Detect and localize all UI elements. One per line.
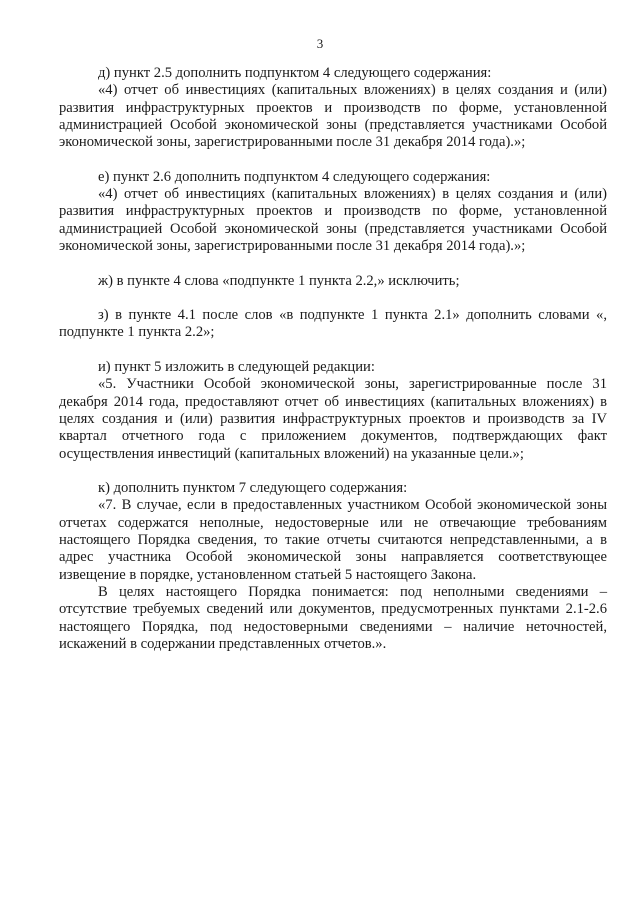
paragraph-e-quote: «4) отчет об инвестициях (капитальных вложениях) в целях создания и (или) развития инфраструктурных проектов и производств по форме, установленной администрацией Особой экономической зоны (представляется участниками Особой экономической зоны, зарегистрированными после 31 декабря 2014 года).»; [59, 186, 607, 254]
paragraph-d-quote: «4) отчет об инвестициях (капитальных вложениях) в целях создания и (или) развития инфраструктурных проектов и производств по форме, установленной администрацией Особой экономической зоны (представляется участниками Особой экономической зоны, зарегистрированными после 31 декабря 2014 года).»; [59, 82, 607, 151]
paragraph-i: и) пункт 5 изложить в следующей редакции: [98, 359, 375, 376]
paragraph-k: к) дополнить пунктом 7 следующего содержания: [98, 480, 408, 497]
paragraph-zh: ж) в пункте 4 слова «подпункте 1 пункта 2.2,» исключить; [98, 272, 460, 289]
paragraph-z: з) в пункте 4.1 после слов «в подпункте 1 пункта 2.1» дополнить словами «, подпункте 1 пункта 2.2»; [59, 307, 607, 341]
document-body [59, 65, 607, 653]
page-number: 3 [316, 36, 324, 51]
paragraph-d: д) пункт 2.5 дополнить подпунктом 4 следующего содержания: [98, 65, 492, 81]
paragraph-k-quote: «7. В случае, если в предоставленных участником Особой экономической зоны отчетах содержатся неполные, недостоверные или не отвечающие требованиям настоящего Порядка сведения, то такие отчеты считаются непредставленными, а в адрес участника Особой экономической зоны направляется соответствующее извещение в порядке, установленном статьей 5 настоящего Закона. [59, 497, 607, 583]
paragraph-k-definitions: В целях настоящего Порядка понимается: под неполными сведениями – отсутствие требуемых сведений или документов, предусмотренных пунктами 2.1-2.6 настоящего Порядка, под недостоверными сведениями – наличие неточностей, искажений в содержании представленных отчетов.». [59, 583, 607, 652]
paragraph-e: е) пункт 2.6 дополнить подпунктом 4 следующего содержания: [98, 168, 491, 185]
paragraph-i-quote: «5. Участники Особой экономической зоны, зарегистрированные после 31 декабря 2014 года, предоставляют отчет об инвестициях (капитальных вложениях) в целях создания и (или) развития инфраструктурных проектов и производств за IV квартал отчетного года с приложением документов, подтверждающих факт осуществления инвестиций (капитальных вложений) на указанные цели.»; [59, 376, 607, 462]
